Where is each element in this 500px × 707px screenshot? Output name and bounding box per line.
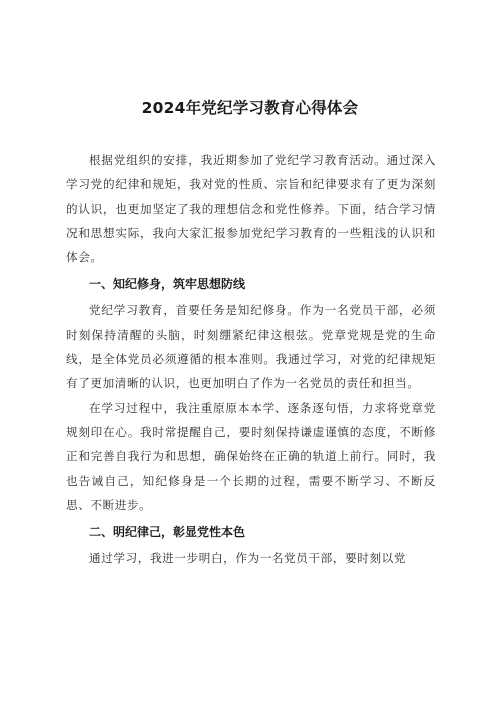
section-1-paragraph-1: 党纪学习教育，首要任务是知纪修身。作为一名党员干部，必须时刻保持清醒的头脑，时刻绷紧纪律这根弦。党章党规是党的生命线，是全体党员必须遵循的根本准则。我通过学习，对党的纪律规矩有了更加清晰的认识，也更加明白了作为一名党员的责任和担当。 [66, 303, 436, 391]
document-body [66, 148, 436, 570]
section-heading-1: 一、知纪修身，筑牢思想防线 [89, 277, 246, 292]
section-1-paragraph-2: 在学习过程中，我注重原原本本学、逐条逐句悟，力求将党章党规刻印在心。我时常提醒自己，要时刻保持谦虚谨慎的态度，不断修正和完善自我行为和思想，确保始终在正确的轨道上前行。同时，我也告诫自己，知纪修身是一个长期的过程，需要不断学习、不断反思、不断进步。 [66, 400, 436, 512]
section-heading-2: 二、明纪律己，彰显党性本色 [89, 525, 246, 540]
section-2-paragraph-1: 通过学习，我进一步明白，作为一名党员干部，要时刻以党 [89, 551, 407, 566]
intro-paragraph: 根据党组织的安排，我近期参加了党纪学习教育活动。通过深入学习党的纪律和规矩，我对党的性质、宗旨和纪律要求有了更为深刻的认识，也更加坚定了我的理想信念和党性修养。下面，结合学习情况和思想实际，我向大家汇报参加党纪学习教育的一些粗浅的认识和体会。 [66, 153, 436, 265]
document-title: 2024年党纪学习教育心得体会 [141, 99, 359, 117]
